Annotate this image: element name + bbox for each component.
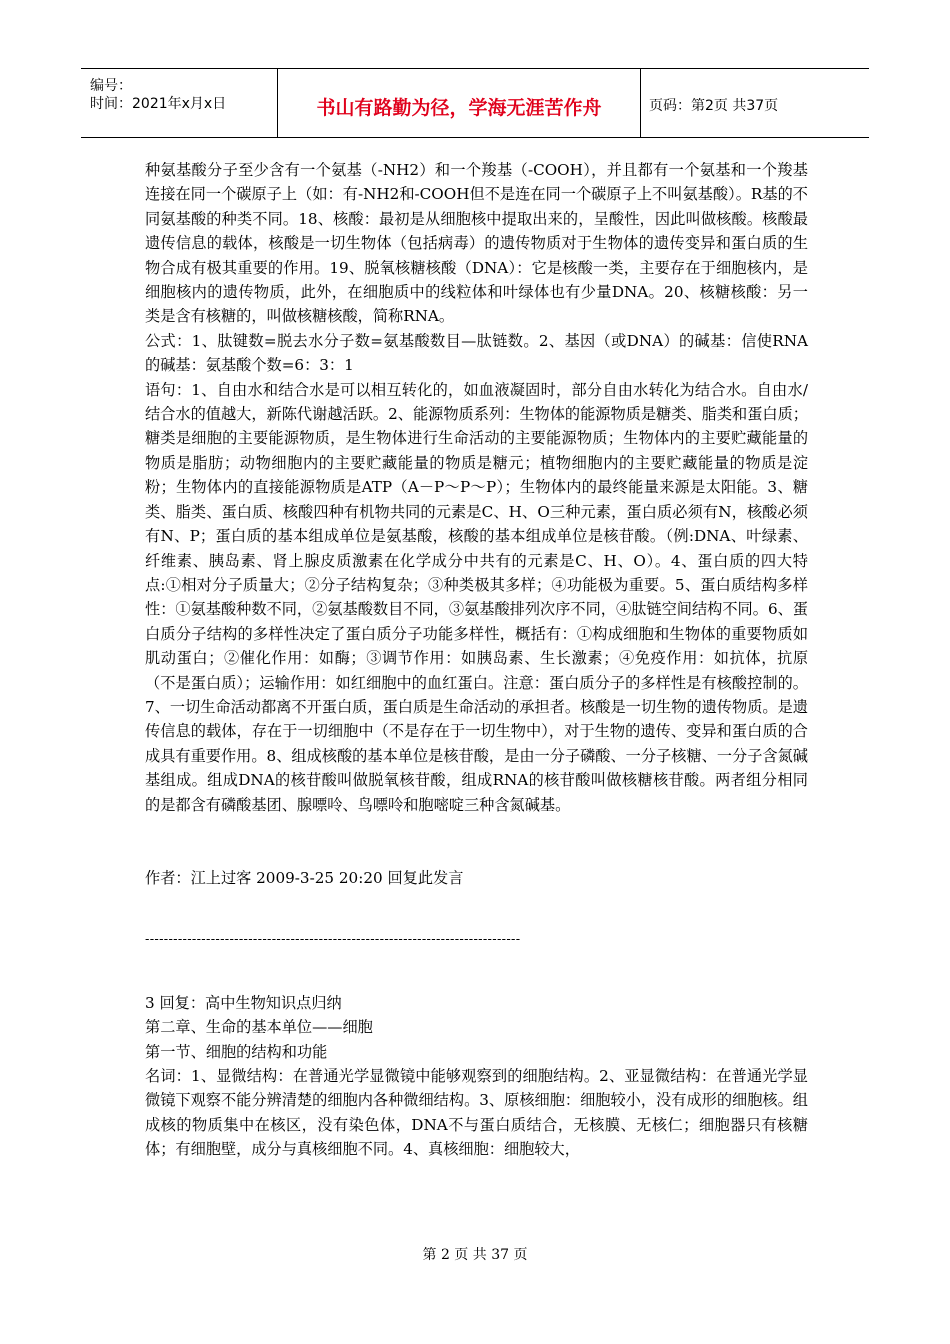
number-label: 编号： [90,78,132,94]
author-line: 作者：江上过客 2009-3-25 20:20 回复此发言 [145,868,464,887]
document-body [145,158,808,1162]
separator-line: -------------------------------------------------------------------------------- [145,932,521,948]
page-number-label: 页码：第2页 共37页 [649,98,779,114]
section-heading: 第一节、细胞的结构和功能 [145,1042,328,1061]
paragraph-amino-nucleic: 种氨基酸分子至少含有一个氨基（-NH2）和一个羧基（-COOH），并且都有一个氨基和一个羧基连接在同一个碳原子上（如：有-NH2和-COOH但不是连在同一个碳原子上不叫氨基酸）。R基的不同氨基酸的种类不同。18、核酸：最初是从细胞核中提取出来的，呈酸性，因此叫做核酸。核酸最遗传信息的载体，核酸是一切生物体（包括病毒）的遗传物质对于生物体的遗传变异和蛋白质的生物合成有极其重要的作用。19、脱氧核糖核酸（DNA）：它是核酸一类，主要存在于细胞核内，是细胞核内的遗传物质，此外，在细胞质中的线粒体和叶绿体也有少量DNA。20、核糖核酸：另一类是含有核糖的，叫做核糖核酸，简称RNA。 [145,161,808,326]
reply-body: 名词：1、显微结构：在普通光学显微镜中能够观察到的细胞结构。2、亚显微结构：在普通光学显微镜下观察不能分辨清楚的细胞内各种微细结构。3、原核细胞：细胞较小，没有成形的细胞核。组成核的物质集中在核区，没有染色体，DNA不与蛋白质结合，无核膜、无核仁；细胞器只有核糖体；有细胞壁，成分与真核细胞不同。4、真核细胞：细胞较大， [145,1067,808,1159]
header-motto-cell [278,69,641,137]
page-footer: 第 2 页 共 37 页 [422,1247,528,1263]
page-header [81,68,869,138]
paragraph-statements: 语句：1、自由水和结合水是可以相互转化的，如血液凝固时，部分自由水转化为结合水。自由水/结合水的值越大，新陈代谢越活跃。2、能源物质系列：生物体的能源物质是糖类、脂类和蛋白质；糖类是细胞的主要能源物质，是生物体进行生命活动的主要能源物质；生物体内的主要贮藏能量的物质是脂肪；动物细胞内的主要贮藏能量的物质是糖元；植物细胞内的主要贮藏能量的物质是淀粉；生物体内的直接能源物质是ATP（A－P～P～P）；生物体内的最终能量来源是太阳能。3、糖类、脂类、蛋白质、核酸四种有机物共同的元素是C、H、O三种元素，蛋白质必须有N，核酸必须有N、P；蛋白质的基本组成单位是氨基酸，核酸的基本组成单位是核苷酸。（例:DNA、叶绿素、纤维素、胰岛素、肾上腺皮质激素在化学成分中共有的元素是C、H、O）。4、蛋白质的四大特点:①相对分子质量大；②分子结构复杂；③种类极其多样；④功能极为重要。5、蛋白质结构多样性：①氨基酸种数不同，②氨基酸数目不同，③氨基酸排列次序不同，④肽链空间结构不同。6、蛋白质分子结构的多样性决定了蛋白质分子功能多样性，概括有：①构成细胞和生物体的重要物质如肌动蛋白；②催化作用：如酶；③调节作用：如胰岛素、生长激素；④免疫作用：如抗体，抗原（不是蛋白质）；运输作用：如红细胞中的血红蛋白。注意：蛋白质分子的多样性是有核酸控制的。7、一切生命活动都离不开蛋白质，蛋白质是生命活动的承担者。核酸是一切生物的遗传物质。是遗传信息的载体，存在于一切细胞中（不是存在于一切生物中），对于生物的遗传、变异和蛋白质的合成具有重要作用。8、组成核酸的基本单位是核苷酸，是由一分子磷酸、一分子核糖、一分子含氮碱基组成。组成DNA的核苷酸叫做脱氧核苷酸，组成RNA的核苷酸叫做核糖核苷酸。两者组分相同的是都含有磷酸基团、腺嘌呤、鸟嘌呤和胞嘧啶三种含氮碱基。 [145,380,808,814]
header-page-cell [641,69,869,137]
reply-title: 3 回复：高中生物知识点归纳 [145,993,342,1012]
chapter-heading: 第二章、生命的基本单位——细胞 [145,1018,373,1037]
motto: 书山有路勤为径，学海无涯苦作舟 [316,97,602,119]
paragraph-formula: 公式：1、肽键数=脱去水分子数=氨基酸数目—肽链数。2、基因（或DNA）的碱基：信使RNA的碱基：氨基酸个数=6：3：1 [145,331,808,375]
header-info-cell [81,69,278,137]
date-label: 时间：2021年x月x日 [90,96,227,112]
